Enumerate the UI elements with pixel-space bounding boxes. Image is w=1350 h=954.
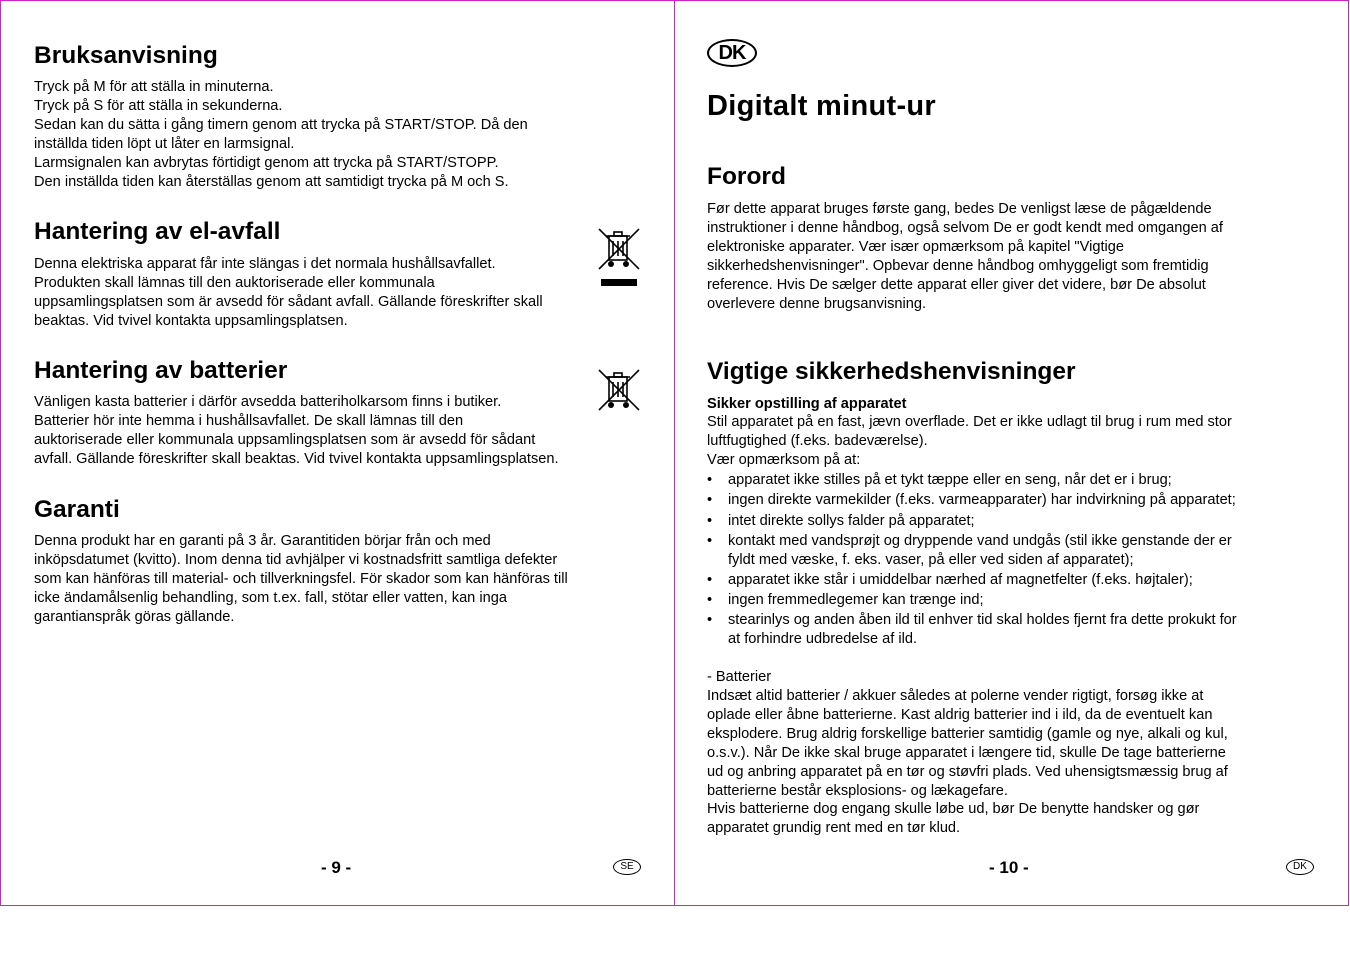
bullet-glyph: • [707,572,713,588]
page-right [674,0,1349,906]
bullet-glyph: • [707,492,713,508]
bullet-glyph: • [707,472,713,488]
language-badge: SE [613,859,641,875]
el-avfall-text: Denna elektriska apparat får inte slängas i det normala hushållsavfallet. Produkten skall lämnas till den auktoriserade eller kommunala uppsamlingsplatsen som är avsedd för sådant avfall. Gällande föreskrifter skall beaktas. Vid tvivel kontakta uppsamlingsplatsen. [34,256,543,329]
batterier-heading: Hantering av batterier [34,357,288,384]
garanti-text: Denna produkt har en garanti på 3 år. Garantitiden börjar från och med inköpsdatumet (kvitto). Inom denna tid avhjälper vi kostnadsfritt samtliga defekter som kan hänföras till material- och tillverkningsfel. För skador som kan hänföras till icke ändamålsenlig behandling, som t.ex. fall, stötar eller vatten, kan inga garantianspråk göras gällande. [34,533,568,625]
page-number: - 10 - [989,858,1029,877]
forord-text: Før dette apparat bruges første gang, bedes De venligst læse de pågældende instruktioner i denne håndbog, også selvom De er godt kendt med omgangen af elektroniske apparater. Vær især opmærksom på kapitel "Vigtige sikkerhedshenvisninger". Opbevar denne håndbog omhyggeligt som fremtidig reference. Hvis De sælger dette apparat eller giver det videre, bør De absolut overlevere denne brugsanvisning. [707,201,1223,312]
list-item-text: stearinlys og anden åben ild til enhver tid skal holdes fjernt fra dette prokukt for at forhindre udbredelse af ild. [728,612,1237,647]
forord-heading: Forord [707,163,786,190]
garanti-heading: Garanti [34,496,120,523]
page-left [0,0,675,906]
bruksanvisning-text: Tryck på M för att ställa in minuterna. Tryck på S för att ställa in sekunderna. Sedan kan du sätta i gång timern genom att trycka på START/STOP. Då den inställda tiden löpt ut låter en larmsignal. Larmsignalen kan avbrytas förtidigt genom att trycka på START/STOPP. Den inställda tiden kan återställas genom att samtidigt trycka på M och S. [34,79,528,190]
list-item-text: kontakt med vandsprøjt og dryppende vand undgås (stil ikke genstande der er fyldt med væske, f. eks. vaser, på eller ved siden af apparatet); [728,533,1232,568]
bruksanvisning-heading: Bruksanvisning [34,42,218,69]
crossed-out-bin-battery-icon [597,368,641,414]
list-item-text: apparatet ikke står i umiddelbar nærhed af magnetfelter (f.eks. højtaler); [728,572,1193,588]
language-badge-large: DK [707,39,757,67]
vigtige-heading: Vigtige sikkerhedshenvisninger [707,358,1076,385]
language-badge: DK [1286,859,1314,875]
crossed-out-wheelie-bin-icon [597,227,641,289]
batterier-text: Indsæt altid batterier / akkuer således at polerne vender rigtigt, forsøg ikke at oplade eller åbne batterierne. Kast aldrig batterier ind i ild, da de eventuelt kan eksplodere. Brug aldrig forskellige batterier samtidig (gamle og nye, alkali og kul, o.s.v.). Når De ikke skal bruge apparatet i længere tid, skulle De tage batterierne ud og anbring apparatet på en tør og støvfri plads. Ved uhensigtsmæssig brug af batterierne består eksplosions- og lækagefare. Hvis batterierne dog engang skulle løbe ud, bør De benytte handsker og gør apparatet grundig rent med en tør klud. [707,688,1228,837]
sikker-text: Stil apparatet på en fast, jævn overflade. Det er ikke udlagt til brug i rum med stor luftfugtighed (f.eks. badeværelse). Vær opmærksom på at: [707,414,1232,468]
bullet-glyph: • [707,533,713,549]
page-number: - 9 - [321,858,352,877]
batterier-text: Vänligen kasta batterier i därför avsedda batteriholkarsom finns i butiker. Batterier hör inte hemma i hushållsavfallet. De skall lämnas till den auktoriserade eller kommunala uppsamlingsplatsen som är avsedd för sådant avfall. Gällande föreskrifter skall beaktas. Vid tvivel kontakta uppsamlingsplatsen. [34,394,559,467]
batterier-label: - Batterier [707,669,772,685]
list-item-text: ingen direkte varmekilder (f.eks. varmeapparater) har indvirkning på apparatet; [728,492,1236,508]
list-item-text: apparatet ikke stilles på et tykt tæppe eller en seng, når det er i brug; [728,472,1172,488]
page-title: Digitalt minut-ur [707,90,937,122]
bullet-glyph: • [707,513,713,529]
bullet-glyph: • [707,612,713,628]
list-item-text: ingen fremmedlegemer kan trænge ind; [728,592,984,608]
bullet-glyph: • [707,592,713,608]
sikker-subheading: Sikker opstilling af apparatet [707,396,907,412]
list-item-text: intet direkte sollys falder på apparatet; [728,513,975,529]
el-avfall-heading: Hantering av el-avfall [34,218,281,245]
